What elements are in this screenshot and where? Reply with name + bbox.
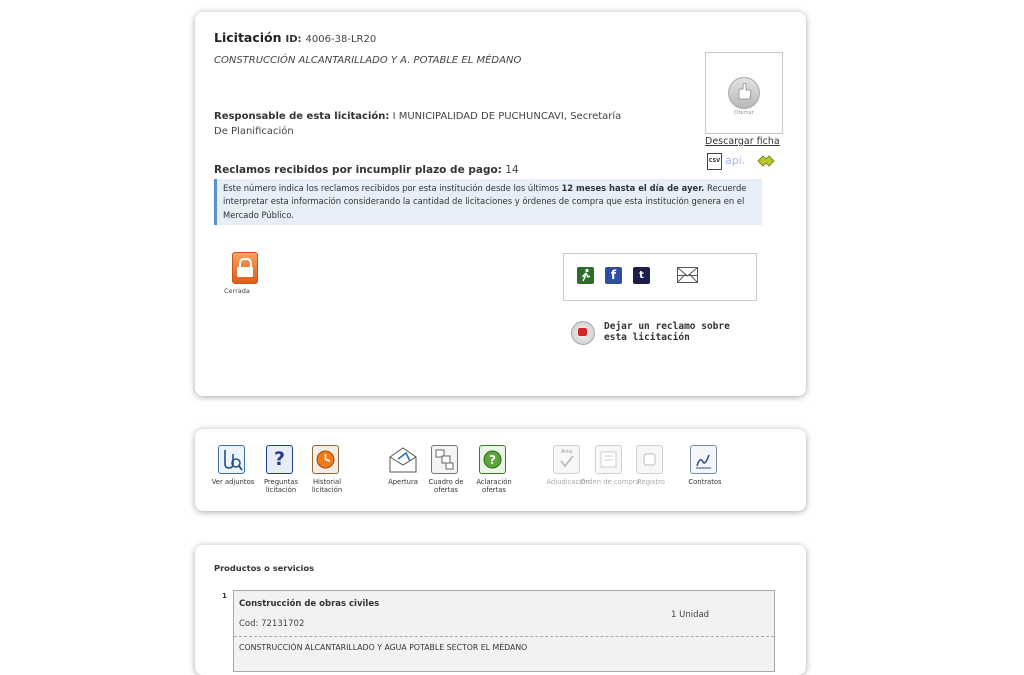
toolbar-label: Orden de compra: [580, 478, 640, 486]
toolbar-label: Preguntas licitación: [263, 478, 299, 494]
claims-count: Reclamos recibidos por incumplir plazo de pago: 14: [214, 164, 519, 176]
svg-text:?: ?: [489, 453, 496, 467]
toolbar-label: Registro: [637, 478, 665, 486]
api-icon[interactable]: [757, 155, 775, 167]
clarification-icon: [479, 445, 506, 474]
tender-title: Licitación ID: 4006-38-LR20: [214, 30, 377, 45]
share-run-icon[interactable]: [577, 267, 594, 284]
envelope-icon: [388, 445, 415, 474]
purchase-order-icon: [595, 445, 622, 474]
product-name: Construcción de obras civiles: [239, 599, 380, 609]
responsible-info: Responsable de esta licitación: I MUNICIPALIDAD DE PUCHUNCAVI, Secretaría De Planificación: [214, 111, 622, 137]
claims-info-box: Este número indica los reclamos recibidos por esta institución desde los últimos 12 meses hasta el día de ayer. Recuerde interpretar esta información considerando la cantidad de licitaciones y órdenes de compra que esta institución genera en el Mercado Público.: [214, 179, 762, 225]
product-quantity: 1 Unidad: [671, 610, 710, 620]
award-icon: [553, 445, 580, 474]
contract-icon: [690, 445, 717, 474]
toolbar-label: Ver adjuntos: [211, 478, 255, 486]
email-icon[interactable]: [677, 267, 698, 283]
product-description: CONSTRUCCIÓN ALCANTARILLADO Y AGUA POTABLE SECTOR EL MÉDANO: [239, 643, 528, 652]
toolbar-label: Contratos: [688, 478, 722, 486]
lock-icon: [232, 252, 258, 284]
download-link[interactable]: Descargar ficha: [705, 136, 780, 147]
claim-icon: [571, 321, 595, 345]
products-card: [195, 545, 806, 675]
product-row-number: 1: [222, 592, 227, 600]
tender-header-card: [195, 12, 806, 396]
toolbar-label: Historial licitación: [311, 478, 343, 494]
tender-id: 4006-38-LR20: [305, 34, 377, 45]
question-icon: ?: [266, 445, 293, 474]
svg-text:Acta: Acta: [560, 449, 573, 455]
product-row: [233, 590, 775, 672]
ofertar-button[interactable]: [705, 52, 783, 134]
history-icon: [312, 445, 339, 474]
product-code: Cod: 72131702: [239, 619, 305, 629]
csv-icon[interactable]: CSV: [707, 153, 722, 170]
toolbar-label: Adjudicación: [546, 478, 590, 486]
toolbar-label: Cuadro de ofertas: [428, 478, 464, 494]
toolbar-label: Apertura: [388, 478, 418, 486]
divider: [234, 636, 774, 637]
attachments-icon: [218, 445, 245, 474]
products-title: Productos o servicios: [214, 563, 315, 573]
claim-label: Dejar un reclamo sobre esta licitación: [604, 321, 730, 343]
claims-value: 14: [505, 164, 519, 176]
facebook-icon[interactable]: f: [605, 267, 622, 284]
comparison-icon: [431, 445, 458, 474]
tender-name: CONSTRUCCIÓN ALCANTARILLADO Y A. POTABLE EL MÉDANO: [214, 55, 522, 66]
ofertar-label: Ofertar: [734, 110, 754, 116]
status-label: Cerrada: [224, 287, 250, 295]
api-link[interactable]: api.: [725, 154, 746, 167]
register-icon: [636, 445, 663, 474]
responsible-value: I MUNICIPALIDAD DE PUCHUNCAVI, Secretaría De Planificación: [214, 111, 622, 137]
twitter-icon[interactable]: t: [633, 267, 650, 284]
hand-icon: [728, 77, 760, 109]
toolbar-label: Aclaración ofertas: [476, 478, 512, 494]
tender-toolbar: [195, 429, 806, 511]
share-box: [563, 253, 757, 301]
